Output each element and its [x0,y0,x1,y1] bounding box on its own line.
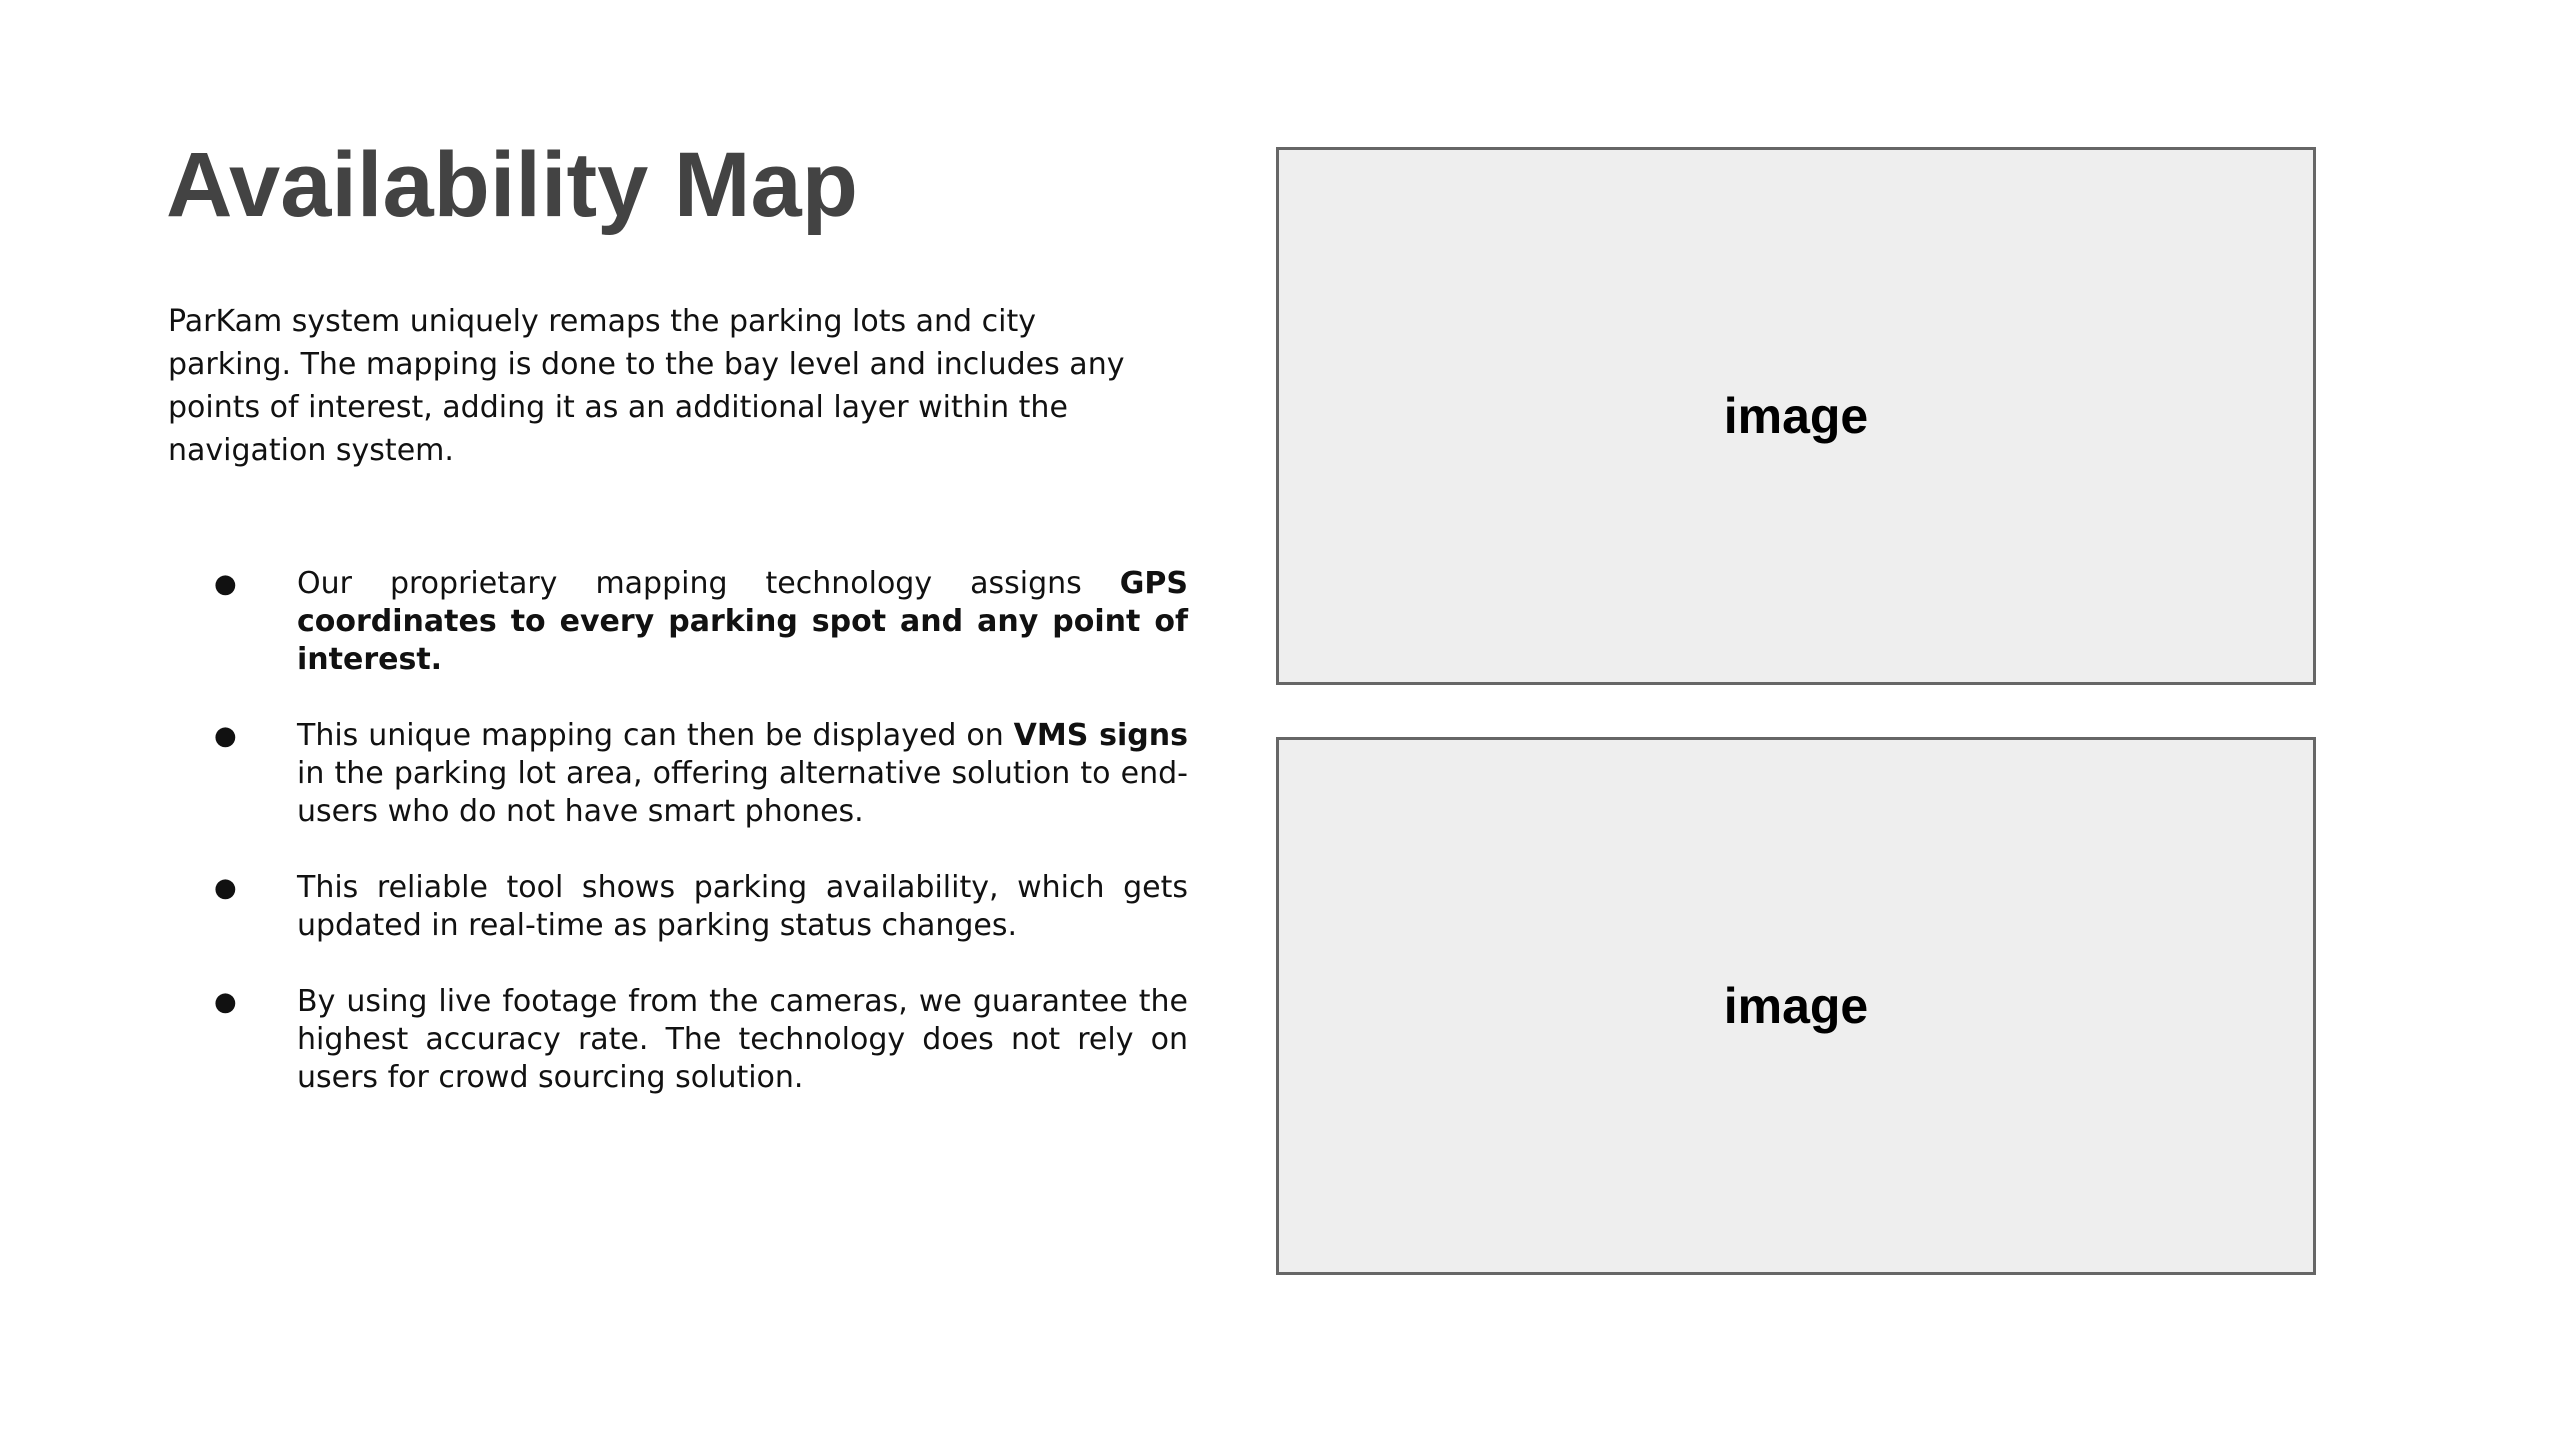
bullet-item-vms [168,717,1188,831]
bullet-icon: ● [214,873,237,903]
bullet-text-bold: VMS signs [1013,718,1188,753]
bullet-text-regular: This unique mapping can then be displayed on [297,718,1014,753]
bullet-item-realtime [168,869,1188,945]
bullet-text-regular: By using live footage from the cameras, we guarantee the highest accuracy rate. The technology does not rely on users for crowd sourcing solution. [297,984,1188,1095]
image-placeholder-bottom [1276,737,2316,1275]
image-placeholder-label: image [1723,388,1869,444]
bullet-item-gps [168,565,1188,679]
bullet-text [297,717,1188,831]
bullet-icon: ● [214,987,237,1017]
bullet-item-cameras [168,983,1188,1097]
intro-paragraph: ParKam system uniquely remaps the parking lots and city parking. The mapping is done to the bay level and includes any points of interest, adding it as an additional layer within the navigation system. [168,304,1125,468]
bullet-text-regular-after: in the parking lot area, offering alternative solution to end-users who do not have smart phones. [297,756,1188,829]
bullet-text [297,565,1188,679]
bullet-icon: ● [214,569,237,599]
image-placeholder-top [1276,147,2316,685]
slide-title: Availability Map [166,134,858,236]
bullet-list [168,565,1188,1135]
bullet-text-regular: Our proprietary mapping technology assigns [297,566,1120,601]
image-placeholder-label: image [1723,978,1869,1034]
bullet-text-bold: GPS coordinates to every parking spot and any point of interest. [297,566,1188,677]
bullet-text [297,983,1188,1097]
bullet-text-regular: This reliable tool shows parking availability, which gets updated in real-time as parking status changes. [297,870,1188,943]
bullet-text [297,869,1188,945]
bullet-icon: ● [214,721,237,751]
